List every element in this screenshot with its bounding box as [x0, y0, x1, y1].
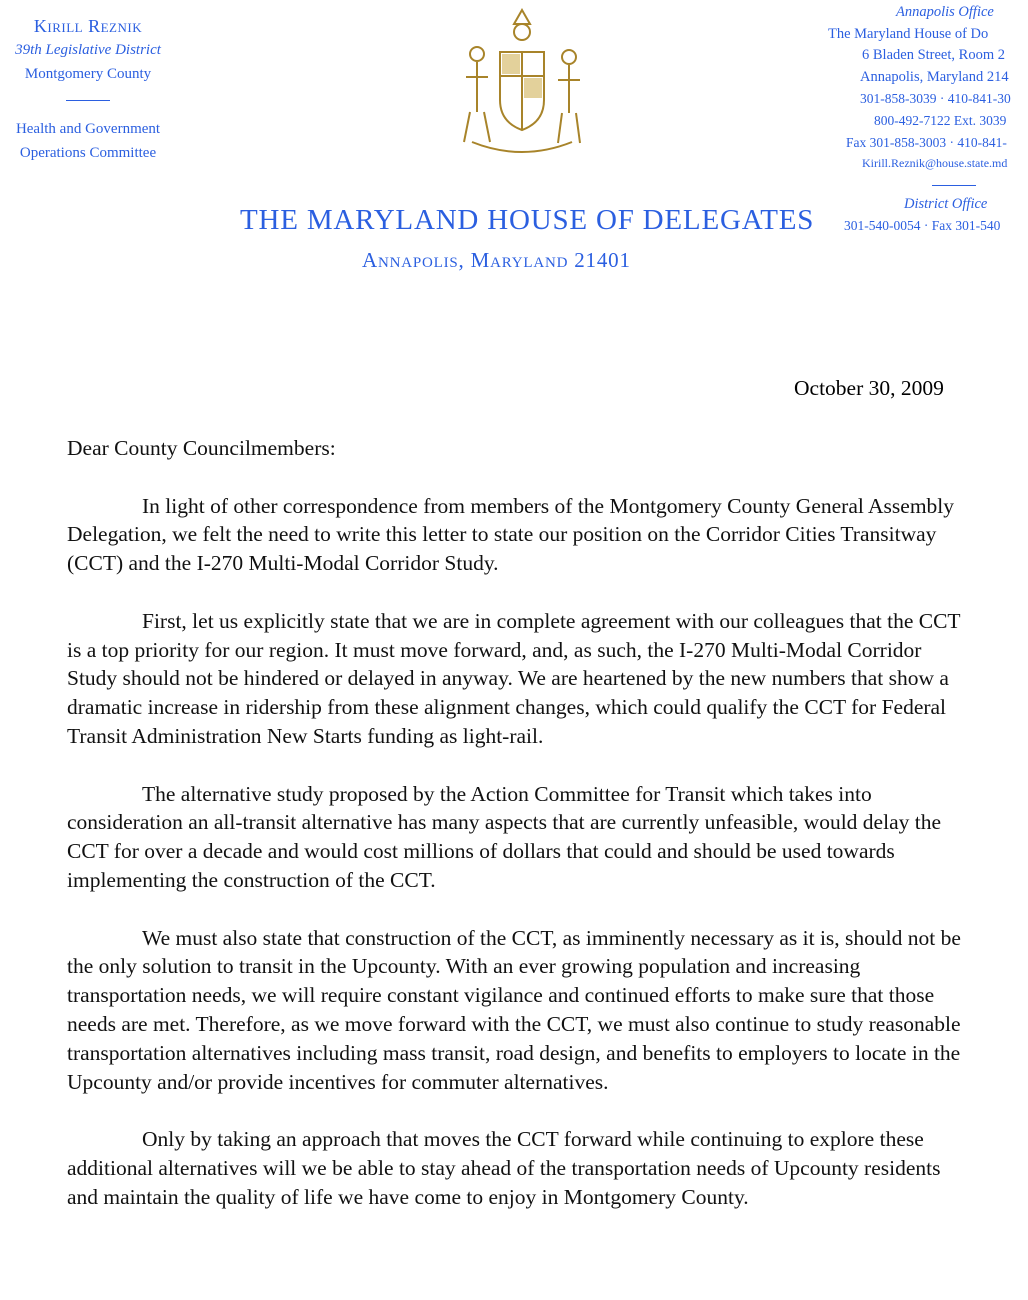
- paragraph: Only by taking an approach that moves the CCT forward while continuing to explore these additional alternatives will we be able to stay ahead of the transportation needs of Upcounty residents and maintain the quality of life we have come to enjoy in Montgomery County.: [67, 1127, 941, 1209]
- letter-body: [67, 434, 967, 1240]
- annapolis-office-block: [822, 2, 1028, 237]
- office-fax: Fax 301-858-3003 · 410-841-: [846, 134, 1007, 150]
- committee-line-2: Operations Committee: [19, 145, 157, 161]
- paragraph: We must also state that construction of the CCT, as imminently necessary as it is, should not be the only solution to transit in the Upcounty. With an ever growing population and increasing transportation needs, we will require constant vigilance and continued efforts to make sure that those needs are met. Therefore, as we move forward with the CCT, we must also continue to study reasonable transportation alternatives including mass transit, road design, and benefits to employers to locate in the Upcounty and/or provide incentives for commuter alternatives.: [67, 925, 961, 1094]
- sender-district: 39th Legislative District: [15, 42, 161, 58]
- office-email[interactable]: Kirill.Reznik@house.state.md: [862, 156, 1008, 171]
- paragraph: First, let us explicitly state that we are in complete agreement with our colleagues that the CCT is a top priority for our region. It must move forward, and, as such, the I-270 Multi-Modal Corridor Study should not be hindered or delayed in anyway. We are heartened by the new numbers that show a dramatic increase in ridership from these alignment changes, which could qualify the CCT for Federal Transit Administration New Starts funding as light-rail.: [67, 608, 961, 748]
- maryland-seal-logo: [452, 2, 592, 162]
- sender-block: [0, 14, 176, 165]
- district-office-phone: 301-540-0054 · Fax 301-540: [844, 218, 1001, 234]
- salutation: Dear County Councilmembers:: [67, 436, 336, 460]
- paragraph: In light of other correspondence from members of the Montgomery County General Assembly Delegation, we felt the need to write this letter to state our position on the Corridor Cities Transitway (CCT) and the I-270 Multi-Modal Corridor Study.: [67, 493, 955, 576]
- divider: [66, 100, 110, 101]
- office-line: Annapolis, Maryland 214: [860, 68, 1009, 85]
- sender-county: Montgomery County: [24, 66, 152, 82]
- office-phone: 301-858-3039 · 410-841-30: [860, 91, 1011, 107]
- letter-date: October 30, 2009: [794, 376, 944, 400]
- office-line: 6 Bladen Street, Room 2: [862, 47, 1005, 64]
- district-office-heading: District Office: [904, 195, 988, 212]
- paragraph: The alternative study proposed by the Action Committee for Transit which takes into consideration an all-transit alternative has many aspects that are currently unfeasible, would delay the CCT for over a decade and would cost millions of dollars that could and should be used towards implementing the construction of the CCT.: [67, 781, 942, 892]
- sender-name: Kirill Reznik: [33, 16, 143, 36]
- committee-line-1: Health and Government: [15, 121, 161, 137]
- office-tollfree: 800-492-7122 Ext. 3039: [874, 112, 1007, 128]
- letterhead-title: THE MARYLAND HOUSE OF DELEGATES: [240, 204, 815, 236]
- letterhead-subtitle: Annapolis, Maryland 21401: [362, 248, 631, 272]
- annapolis-office-heading: Annapolis Office: [896, 4, 994, 20]
- divider: [932, 185, 976, 186]
- office-line: The Maryland House of Do: [828, 25, 989, 42]
